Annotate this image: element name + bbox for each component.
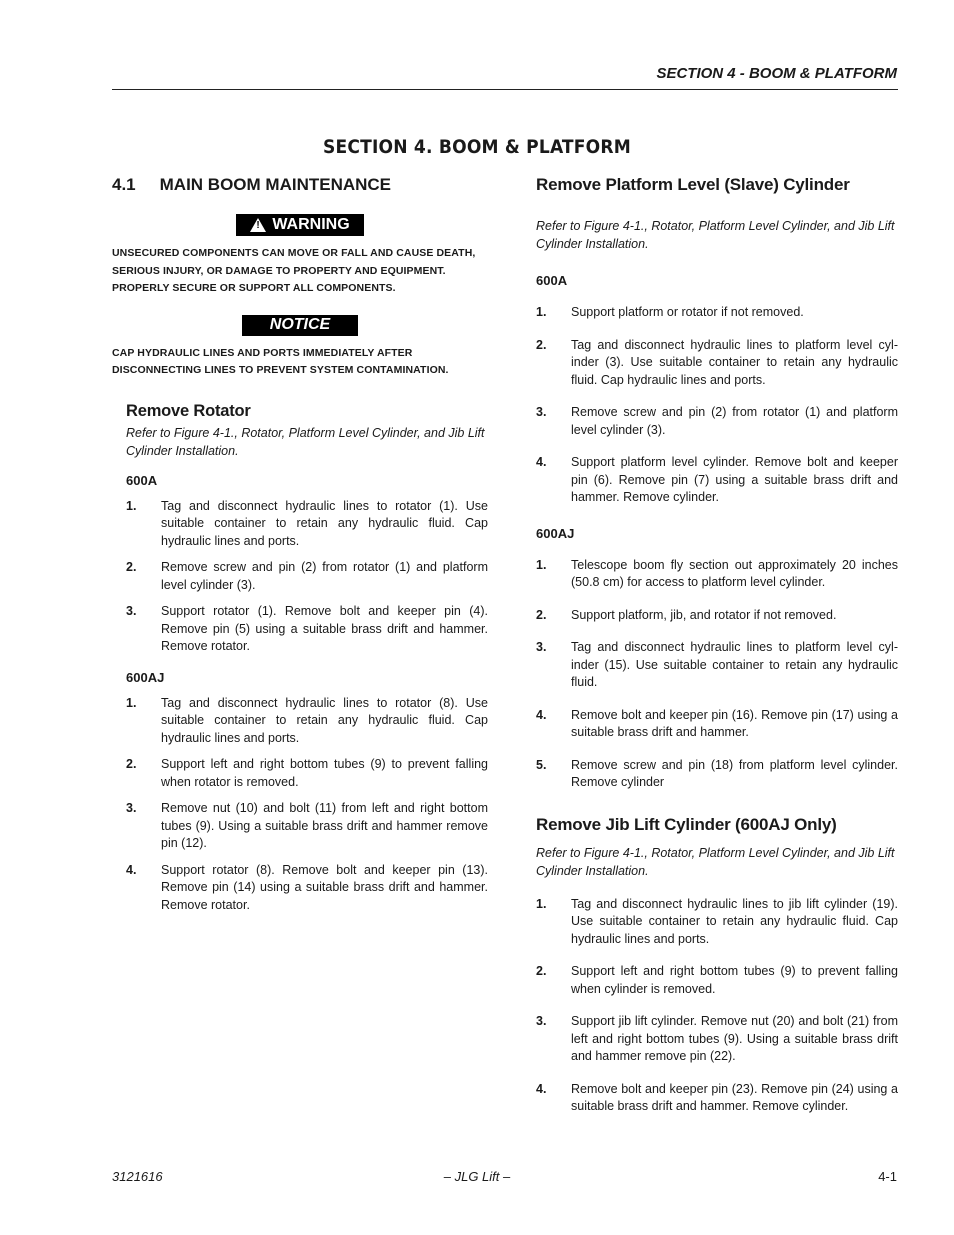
warning-badge [236, 214, 364, 236]
remove-slave-cylinder-ref: Refer to Figure 4-1., Rotator, Platform Level Cylinder, and Jib Lift Cylinder Installation. [536, 219, 895, 251]
list-item: 1. Tag and disconnect hydraulic lines to jib lift cylinder (19). Use suitable container to retain any hydraulic fluid. Cap hydraulic lines and ports. [536, 896, 898, 946]
heading-number: 4.1 [112, 175, 136, 194]
list-item: 1. Tag and disconnect hydraulic lines to rotator (1). Use suitable container to retain any hydraulic fluid. Cap hydraulic lines and ports. [126, 498, 488, 548]
rotator-600a-label: 600A [126, 472, 158, 488]
list-item: 5. Remove screw and pin (18) from platform level cylinder. Remove cylinder [536, 757, 898, 789]
list-item: 3. Support jib lift cylinder. Remove nut (20) and bolt (21) from left and right bottom tubes (9). Using a suitable brass drift and hammer remove pin (22). [536, 1014, 898, 1063]
page-number: 4-1 [878, 1169, 897, 1184]
heading-4-1 [112, 175, 488, 195]
notice-text: CAP HYDRAULIC LINES AND PORTS IMMEDIATELY AFTER DISCONNECTING LINES TO PREVENT SYSTEM CONTAMINATION. [112, 346, 449, 376]
jib-steps [536, 896, 898, 1116]
notice-badge [242, 315, 358, 336]
list-item: 4. Support platform level cylinder. Remove bolt and keeper pin (6). Remove pin (7) using a suitable brass drift and hammer. Remove cylinder. [536, 455, 898, 504]
footer-center: – JLG Lift – [443, 1169, 511, 1184]
right-column [536, 175, 898, 1116]
remove-jib-cylinder-heading: Remove Jib Lift Cylinder (600AJ Only) [536, 814, 837, 834]
doc-number: 3121616 [112, 1169, 163, 1184]
slave-600aj-label: 600AJ [536, 525, 575, 541]
list-item: 3. Tag and disconnect hydraulic lines to platform level cylinder (15). Use suitable container to retain any hydraulic fluid. [536, 640, 898, 689]
list-item: 4. Remove bolt and keeper pin (23). Remove pin (24) using a suitable brass drift and hammer. Remove cylinder. [536, 1081, 898, 1113]
rotator-600aj-steps [126, 695, 488, 915]
list-item: 2. Support left and right bottom tubes (9) to prevent falling when rotator is removed. [126, 757, 488, 789]
heading-text: MAIN BOOM MAINTENANCE [159, 175, 392, 194]
rotator-600a-steps [126, 498, 488, 656]
remove-rotator-ref: Refer to Figure 4-1., Rotator, Platform Level Cylinder, and Jib Lift Cylinder Installation. [126, 425, 485, 458]
slave-600a-label: 600A [536, 273, 568, 288]
warning-triangle-icon: ! [250, 218, 266, 232]
list-item: 1. Tag and disconnect hydraulic lines to rotator (8). Use suitable container to retain any hydraulic fluid. Cap hydraulic lines and ports. [126, 695, 488, 745]
remove-slave-cylinder-heading: Remove Platform Level (Slave) Cylinder [536, 175, 850, 194]
list-item: 4. Remove bolt and keeper pin (16). Remove pin (17) using a suitable brass drift and hammer. [536, 707, 898, 739]
list-item: 2. Support left and right bottom tubes (9) to prevent falling when cylinder is removed. [536, 964, 898, 996]
remove-rotator-heading: Remove Rotator [126, 401, 251, 420]
remove-rotator-section [112, 402, 488, 915]
list-item: 3. Remove screw and pin (2) from rotator (1) and platform level cylinder (3). [536, 405, 898, 437]
warning-text: UNSECURED COMPONENTS CAN MOVE OR FALL AND CAUSE DEATH, SERIOUS INJURY, OR DAMAGE TO PROPERTY AND EQUIPMENT. PROPERLY SECURE OR SUPPORT ALL COMPONENTS. [112, 247, 476, 294]
slave-600aj-steps [536, 557, 898, 792]
slave-600a-steps [536, 304, 898, 507]
section-title: SECTION 4. BOOM & PLATFORM [323, 136, 631, 158]
list-item: 1. Support platform or rotator if not removed. [536, 305, 804, 319]
remove-jib-cylinder-ref: Refer to Figure 4-1., Rotator, Platform Level Cylinder, and Jib Lift Cylinder Installation. [536, 845, 895, 878]
list-item: 3. Support rotator (1). Remove bolt and keeper pin (4). Remove pin (5) using a suitable brass drift and hammer. Remove rotator. [126, 604, 488, 653]
left-column [112, 175, 488, 914]
list-item: 3. Remove nut (10) and bolt (11) from left and right bottom tubes (9). Using a suitable brass drift and hammer remove pin (12). [126, 801, 488, 850]
running-header: SECTION 4 - BOOM & PLATFORM [656, 65, 897, 82]
list-item: 2. Support platform, jib, and rotator if not removed. [536, 607, 837, 622]
list-item: 4. Support rotator (8). Remove bolt and keeper pin (13). Remove pin (14) using a suitable brass drift and hammer. Remove rotator. [126, 862, 488, 912]
list-item: 1. Telescope boom fly section out approximately 20 inches (50.8 cm) for access to platform level cylinder. [536, 557, 898, 589]
notice-label: NOTICE [269, 316, 331, 333]
warning-label: WARNING [272, 216, 350, 233]
list-item: 2. Remove screw and pin (2) from rotator (1) and platform level cylinder (3). [126, 560, 488, 592]
rotator-600aj-label: 600AJ [126, 669, 165, 685]
header-rule [112, 89, 898, 90]
list-item: 2. Tag and disconnect hydraulic lines to platform level cylinder (3). Use suitable container to retain any hydraulic fluid. Cap hydraulic lines and ports. [536, 337, 898, 387]
